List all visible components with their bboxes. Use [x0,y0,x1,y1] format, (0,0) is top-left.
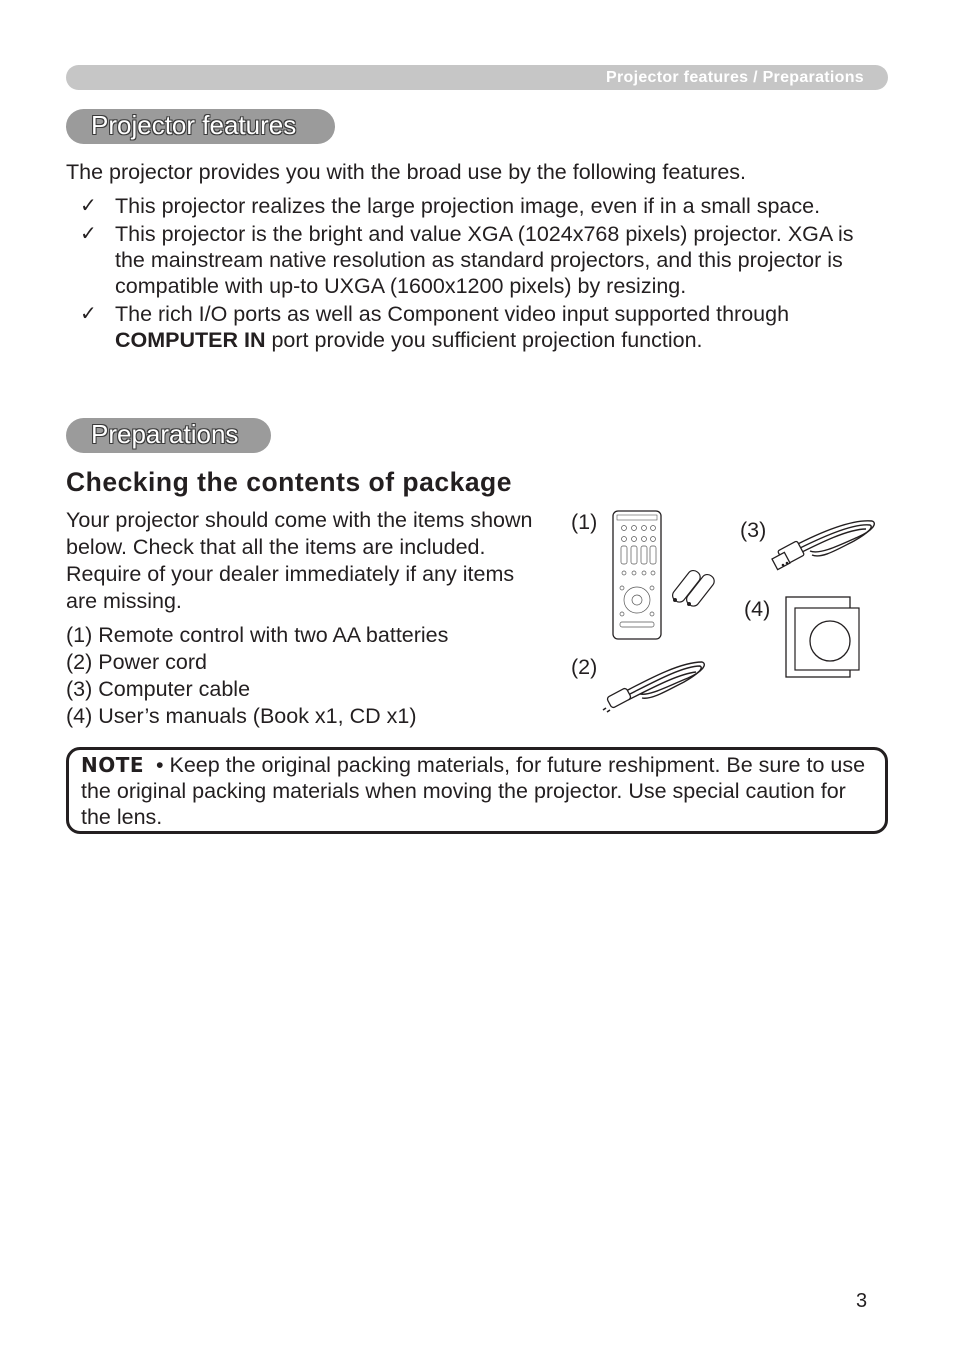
feature-item [80,221,880,299]
package-item: (1) Remote control with two AA batteries [66,623,449,647]
package-item: (3) Computer cable [66,677,251,701]
feature-text: This projector is the bright and value XGA (1024x768 pixels) projector. XGA is the mainstream native resolution as standard projectors, and this projector is compatible with up-to UXGA (1600x1200 pixels) by resizing. [115,222,854,298]
features-list [80,193,880,353]
header-bar [66,65,888,90]
figure-label-3: (3) [740,518,767,542]
header-title: Projector features / Preparations [606,69,864,86]
subheading-package-contents: Checking the contents of package [66,467,512,497]
checkmark-icon: ✓ [80,195,97,217]
checkmark-icon: ✓ [80,303,97,325]
package-items-list [66,622,448,730]
note-text: • Keep the original packing materials, for future reshipment. Be sure to use the original packing materials when moving the projector. Use special caution for the lens. [81,753,866,829]
note-box [66,747,888,834]
feature-text: This projector realizes the large projection image, even if in a small space. [115,194,821,218]
section-heading-features-label: Projector features [91,110,297,140]
note-text-block [81,752,871,830]
figure-label-1: (1) [571,510,598,534]
checkmark-icon: ✓ [80,223,97,245]
section-heading-preparations-label: Preparations [91,419,239,449]
feature-text: The rich I/O ports as well as Component video input supported through [115,302,790,326]
computer-cable-illustration [770,515,880,577]
preparations-intro: Your projector should come with the items shown below. Check that all the items are included. Require of your dealer immediately if any items are missing. [66,508,533,613]
feature-text-after: port provide you sufficient projection function. [265,328,703,352]
package-item: (2) Power cord [66,650,207,674]
note-label: NOTE [81,753,145,777]
figure-label-2: (2) [571,655,598,679]
section-heading-features [66,109,335,144]
section-heading-preparations [66,418,271,453]
page-number: 3 [856,1290,868,1312]
manuals-illustration [783,594,863,680]
power-cord-illustration [602,654,710,714]
feature-item [80,301,880,353]
feature-item [80,193,880,219]
features-intro: The projector provides you with the broad use by the following features. [66,160,747,184]
feature-port-name: COMPUTER IN [115,328,266,352]
remote-control-illustration [608,508,720,643]
package-item: (4) User’s manuals (Book x1, CD x1) [66,704,417,728]
figure-label-4: (4) [744,597,771,621]
